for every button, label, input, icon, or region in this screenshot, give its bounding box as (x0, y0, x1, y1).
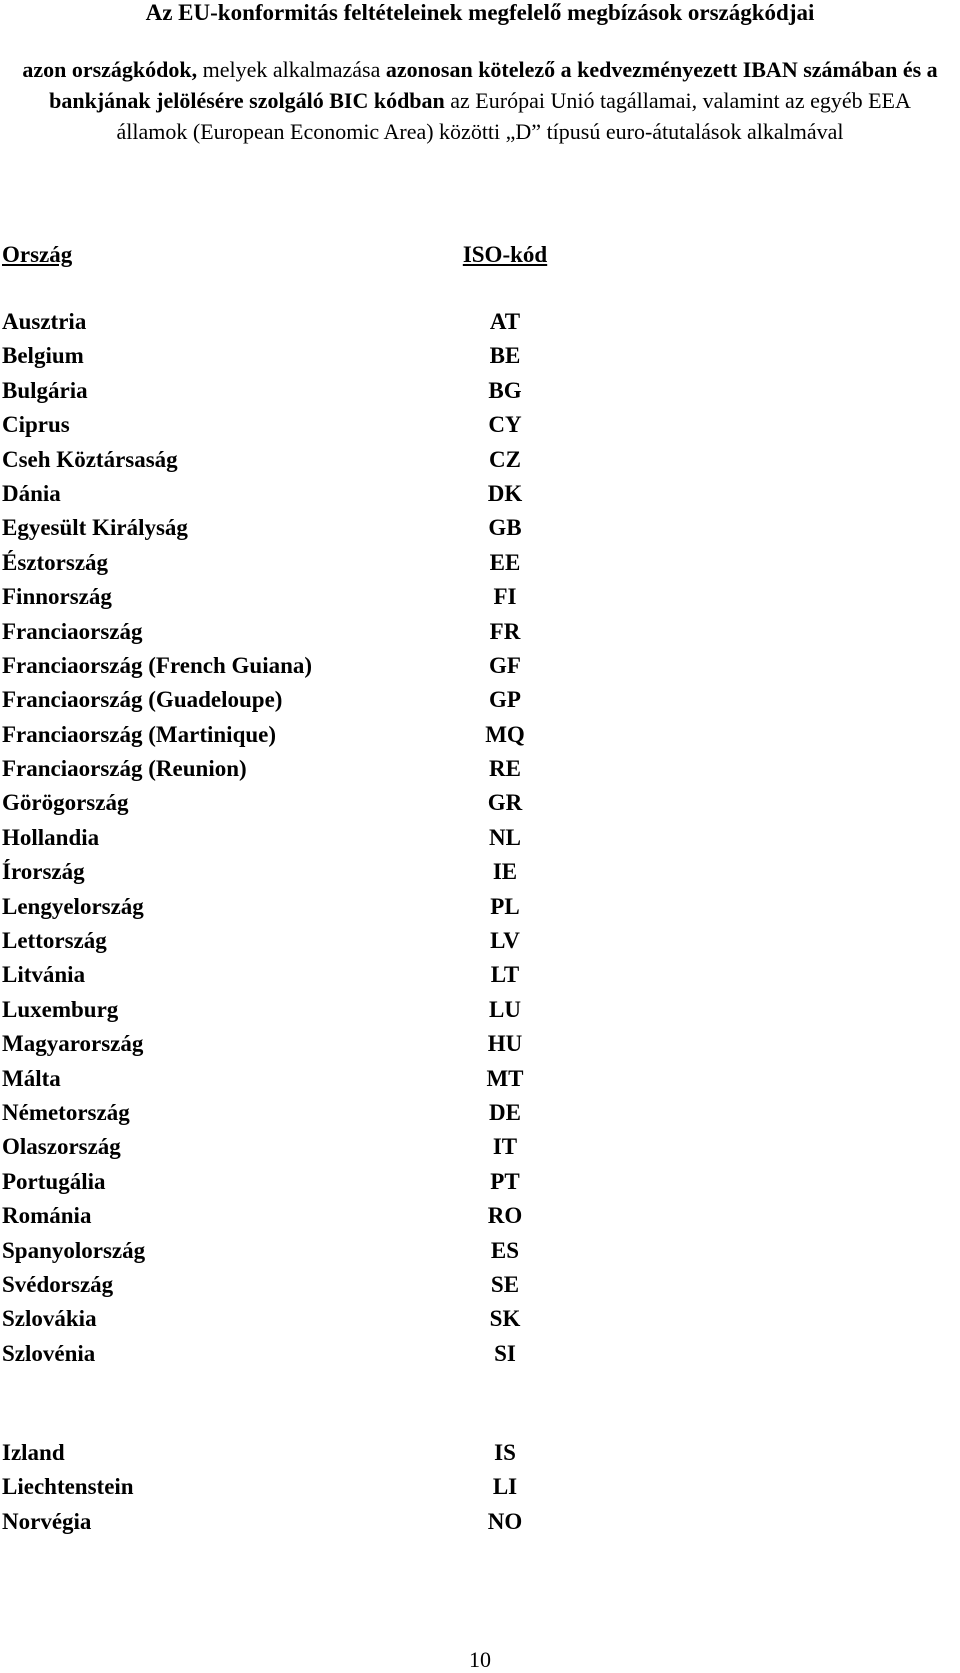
country-iso-code: CZ (489, 446, 521, 472)
document-title: Az EU-konformitás feltételeinek megfelelő megbízások országkódjai (145, 0, 815, 25)
country-name: Izland (2, 1440, 65, 1465)
country-name: Portugália (2, 1168, 106, 1194)
country-name: Szlovákia (2, 1306, 97, 1332)
country-name: Görögország (2, 790, 129, 816)
country-iso-code: LV (490, 928, 520, 954)
country-iso-code: HU (487, 1031, 523, 1057)
country-iso-code: IT (492, 1134, 518, 1160)
country-iso-code: RE (489, 756, 521, 782)
country-iso-code: AT (489, 309, 521, 334)
country-iso-code: MT (486, 1065, 524, 1091)
eu-country-code-list (445, 305, 565, 1371)
country-name: Egyesült Királyság (2, 515, 188, 541)
country-iso-code: ES (490, 1237, 520, 1263)
subtitle-segment: melyek alkalmazása (202, 57, 386, 82)
country-name: Luxemburg (2, 996, 119, 1022)
country-iso-code: DK (487, 480, 523, 506)
country-iso-code: IS (494, 1440, 516, 1465)
subtitle-segment: azon országkódok, (22, 57, 203, 82)
page-number: 10 (469, 1647, 491, 1672)
country-iso-code: FR (489, 618, 521, 644)
eu-country-name-list (2, 305, 312, 1371)
country-name: Norvégia (2, 1508, 92, 1534)
country-iso-code: LU (489, 996, 521, 1022)
subtitle-segment: azonosan kötelező a kedvezményezett IBAN számában és a bankjának jelölésére szolgáló BIC kódban (49, 57, 938, 113)
country-iso-code: BG (488, 377, 522, 403)
country-name: Málta (2, 1065, 61, 1091)
country-iso-code: SE (490, 1271, 520, 1297)
country-name: Bulgária (2, 377, 88, 403)
country-name: Szlovénia (2, 1340, 96, 1366)
country-name: Románia (2, 1203, 92, 1229)
country-iso-code: CY (488, 412, 522, 438)
country-iso-code: EE (489, 549, 521, 575)
country-name: Észtország (2, 549, 109, 575)
country-iso-code: SI (494, 1340, 516, 1366)
country-iso-code: NL (489, 824, 521, 850)
column-header-iso-code: ISO-kód (462, 242, 548, 267)
country-name: Magyarország (2, 1031, 144, 1057)
country-iso-code: LI (492, 1474, 518, 1500)
country-iso-code: GB (488, 515, 522, 541)
country-iso-code: SK (489, 1306, 521, 1332)
country-name: Liechtenstein (2, 1474, 134, 1500)
country-iso-code: GF (489, 652, 521, 678)
country-iso-code: GP (489, 687, 521, 713)
country-name: Olaszország (2, 1134, 121, 1160)
country-name: Litvánia (2, 962, 86, 988)
country-iso-code: PT (490, 1168, 520, 1194)
country-iso-code: LT (490, 962, 520, 988)
document-subtitle (20, 54, 940, 147)
country-name: Lettország (2, 928, 107, 954)
country-iso-code: MQ (485, 721, 525, 747)
country-name: Dánia (2, 480, 61, 506)
subtitle-segment: az Európai Unió tagállamai, valamint az egyéb EEA államok (European Economic Area) közötti „D” típusú euro-átutalások alkalmával (116, 88, 911, 144)
country-iso-code: BE (489, 343, 521, 369)
column-header-country: Ország (2, 242, 73, 267)
country-name: Franciaország (French Guiana) (2, 652, 313, 678)
country-name: Ausztria (2, 309, 87, 334)
country-name: Franciaország (Reunion) (2, 756, 247, 782)
country-name: Németország (2, 1099, 130, 1125)
country-name: Hollandia (2, 824, 100, 850)
country-name: Ciprus (2, 412, 70, 438)
eea-country-code-list (445, 1436, 565, 1539)
country-iso-code: PL (490, 893, 520, 919)
country-name: Spanyolország (2, 1237, 146, 1263)
country-name: Franciaország (Martinique) (2, 721, 277, 747)
country-name: Finnország (2, 584, 112, 610)
country-iso-code: DE (489, 1099, 521, 1125)
country-iso-code: RO (487, 1203, 523, 1229)
country-iso-code: NO (487, 1508, 523, 1534)
country-name: Írország (2, 859, 85, 885)
country-name: Svédország (2, 1271, 114, 1297)
country-name: Franciaország (2, 618, 143, 644)
country-name: Cseh Köztársaság (2, 446, 178, 472)
country-iso-code: GR (487, 790, 523, 816)
eea-country-name-list (2, 1436, 134, 1539)
country-iso-code: IE (492, 859, 518, 885)
country-name: Belgium (2, 343, 84, 369)
country-name: Franciaország (Guadeloupe) (2, 687, 283, 713)
country-name: Lengyelország (2, 893, 144, 919)
country-iso-code: FI (493, 584, 517, 610)
